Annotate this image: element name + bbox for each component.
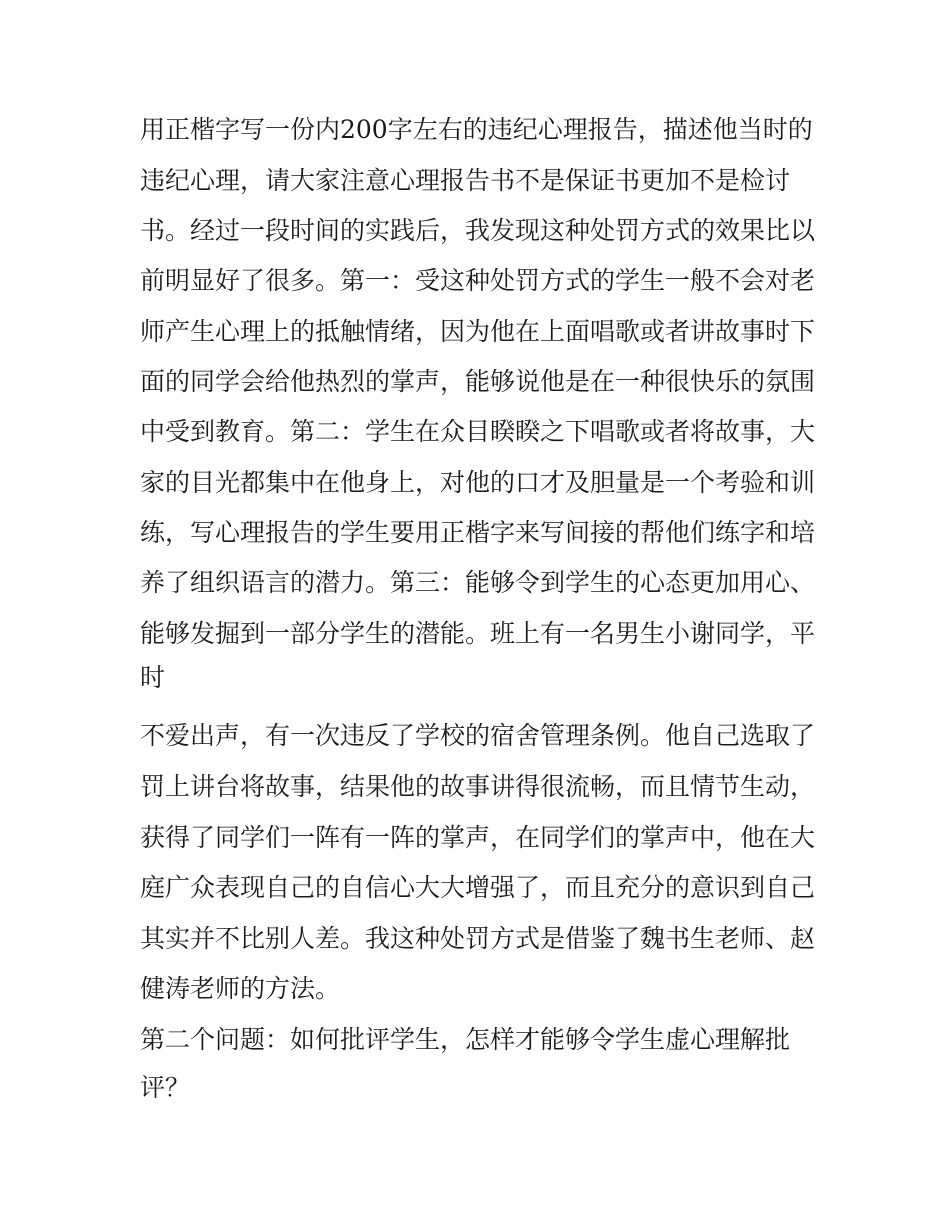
text-line: 能够发掘到一部分学生的潜能。班上有一名男生小谢同学，平 [140, 619, 816, 648]
text-line: 练，写心理报告的学生要用正楷字来写间接的帮他们练字和培 [140, 518, 816, 547]
text-line: 书。经过一段时间的实践后，我发现这种处罚方式的效果比以 [140, 216, 816, 245]
text-line: 面的同学会给他热烈的掌声，能够说他是在一种很快乐的氛围 [140, 367, 816, 396]
text-line: 第二个问题：如何批评学生，怎样才能够令学生虚心理解批 [140, 1025, 791, 1054]
text-line: 罚上讲台将故事，结果他的故事讲得很流畅，而且情节生动， [140, 772, 816, 801]
text-line: 前明显好了很多。第一：受这种处罚方式的学生一般不会对老 [140, 266, 816, 295]
text-line: 家的目光都集中在他身上，对他的口才及胆量是一个考验和训 [140, 468, 816, 497]
text-line: 评？ [140, 1073, 191, 1102]
text-line: 师产生心理上的抵触情绪，因为他在上面唱歌或者讲故事时下 [140, 317, 816, 346]
text-line: 其实并不比别人差。我这种处罚方式是借鉴了魏书生老师、赵 [140, 924, 816, 953]
text-line: 健涛老师的方法。 [140, 974, 341, 1003]
text-line: 中受到教育。第二：学生在众目睽睽之下唱歌或者将故事，大 [140, 417, 816, 446]
text-line: 养了组织语言的潜力。第三：能够令到学生的心态更加用心、 [140, 568, 816, 597]
text-line: 获得了同学们一阵有一阵的掌声，在同学们的掌声中，他在大 [140, 823, 816, 852]
text-line: 违纪心理，请大家注意心理报告书不是保证书更加不是检讨 [140, 166, 791, 195]
text-line: 庭广众表现自己的自信心大大增强了，而且充分的意识到自己 [140, 873, 816, 902]
text-line: 时 [140, 663, 166, 692]
text-line: 不爱出声，有一次违反了学校的宿舍管理条例。他自己选取了 [140, 721, 816, 750]
text-line: 用正楷字写一份内200字左右的违纪心理报告，描述他当时的 [140, 115, 813, 144]
